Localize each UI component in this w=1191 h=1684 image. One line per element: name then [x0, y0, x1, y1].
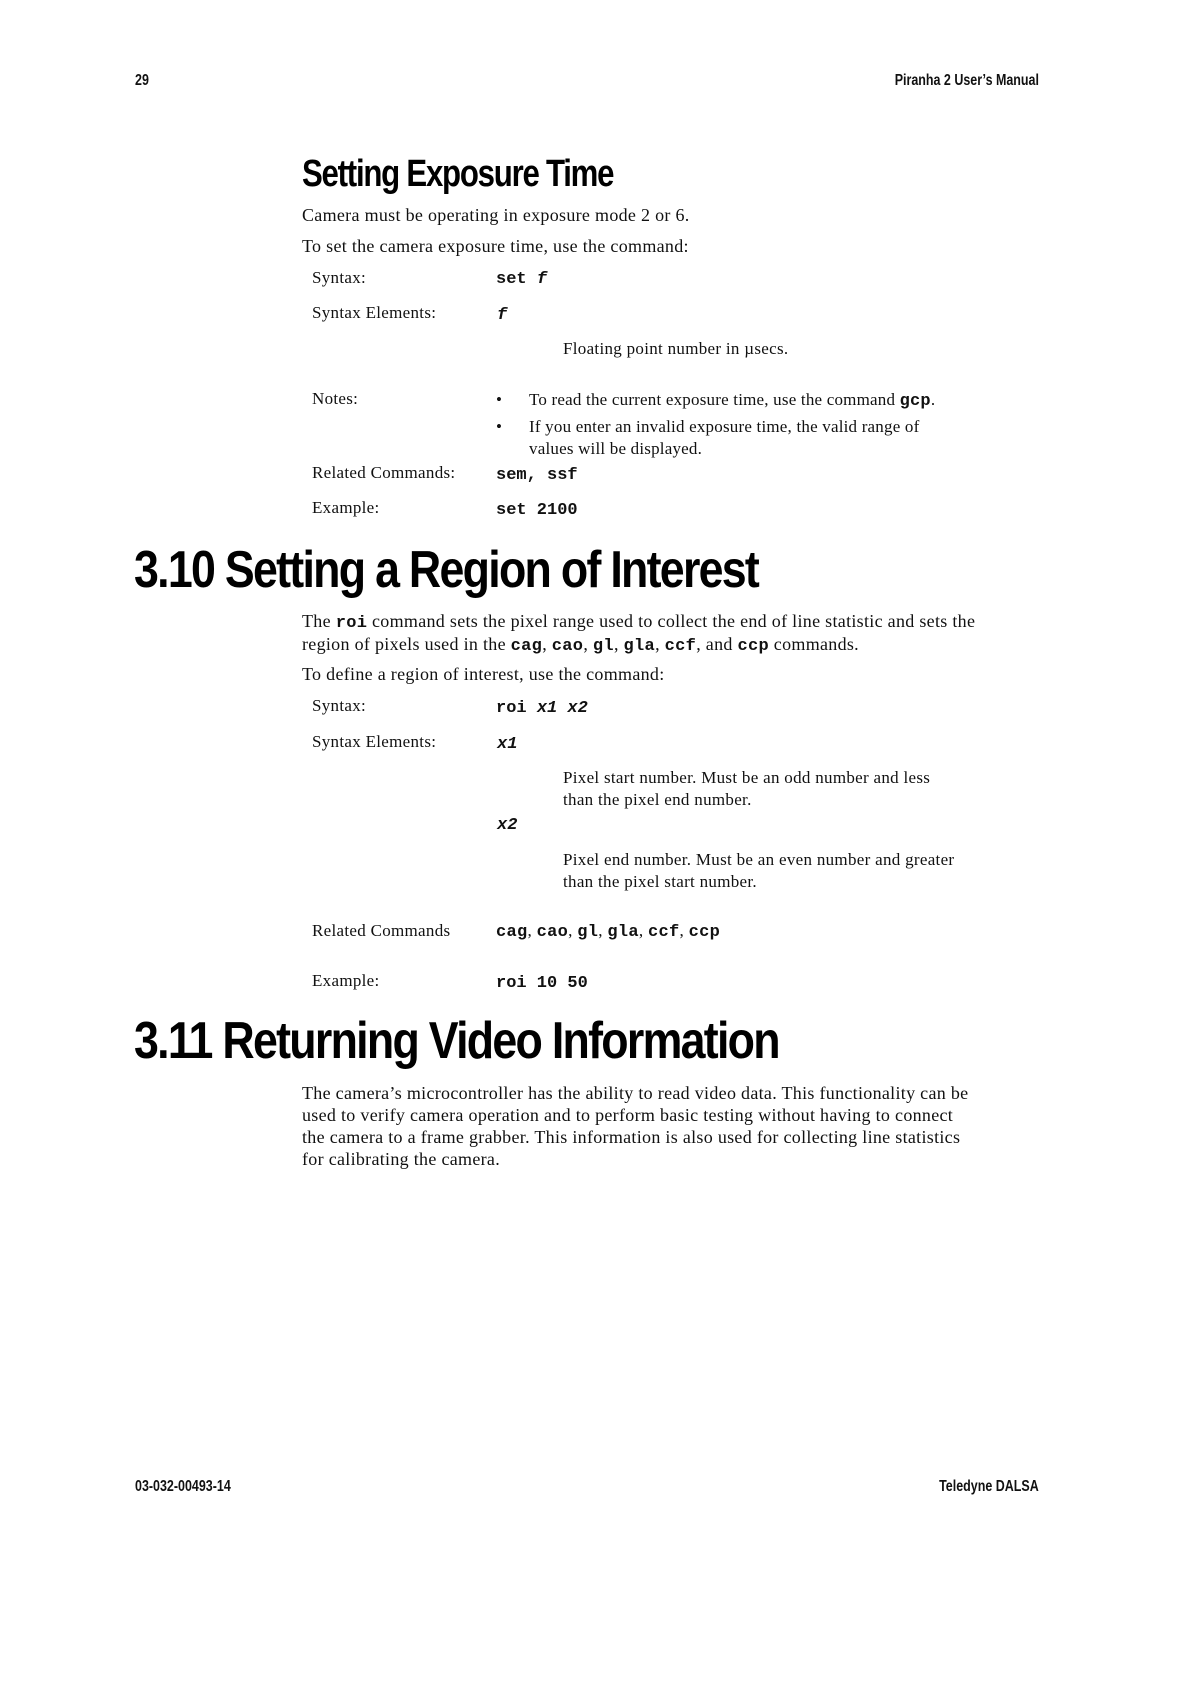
exposure-para-2: To set the camera exposure time, use the command:: [302, 236, 689, 256]
sep: ,: [568, 921, 578, 940]
note-end: .: [930, 390, 936, 409]
note-command: gcp: [899, 392, 931, 411]
syntax-argument: f: [536, 270, 548, 289]
exposure-notes-label: Notes:: [312, 389, 359, 408]
exposure-note-1: [496, 389, 976, 413]
exposure-syntax-value: [496, 270, 547, 289]
manual-title: Piranha 2 User’s Manual: [894, 72, 1039, 89]
exposure-example-value: set 2100: [496, 501, 578, 520]
note-text: To read the current exposure time, use the command: [529, 390, 900, 409]
exposure-related-value: sem, ssf: [496, 466, 578, 485]
roi-x1-name: x1: [497, 735, 518, 754]
bullet-icon: •: [496, 390, 503, 409]
roi-example-label: Example:: [312, 971, 380, 990]
sep: ,: [542, 634, 552, 654]
sep: , and: [696, 634, 738, 654]
sep: ,: [655, 634, 665, 654]
note-2-line-1: If you enter an invalid exposure time, the valid range of: [529, 417, 920, 436]
desc-line: than the pixel start number.: [563, 872, 757, 891]
exposure-elements-label: Syntax Elements:: [312, 303, 437, 322]
syntax-command: roi: [496, 699, 527, 718]
exposure-related-label: Related Commands:: [312, 463, 456, 482]
exposure-element-desc: Floating point number in µsecs.: [563, 339, 789, 358]
doc-number: 03-032-00493-14: [135, 1478, 231, 1495]
paragraph-line: used to verify camera operation and to perform basic testing without having to connect: [302, 1105, 954, 1125]
cmd-ccf: ccf: [664, 637, 697, 656]
text: command sets the pixel range used to collect the end of line statistic and sets the: [367, 611, 976, 631]
exposure-para-1: Camera must be operating in exposure mode 2 or 6.: [302, 205, 690, 225]
exposure-example-label: Example:: [312, 498, 380, 517]
desc-line: Pixel start number. Must be an odd number and less: [563, 768, 931, 787]
desc-line: Pixel end number. Must be an even number and greater: [563, 850, 955, 869]
sep: ,: [598, 921, 608, 940]
note-2-line-2: values will be displayed.: [529, 439, 703, 458]
roi-para-2: To define a region of interest, use the command:: [302, 664, 665, 684]
text: region of pixels used in the: [302, 634, 511, 654]
roi-x1-desc: [563, 766, 930, 812]
cmd-gla: gla: [607, 923, 639, 942]
roi-x2-desc: [563, 848, 954, 894]
roi-example-value: roi 10 50: [496, 974, 588, 993]
roi-related-value: [496, 921, 720, 942]
video-heading: 3.11 Returning Video Information: [134, 1012, 779, 1070]
sep: ,: [679, 921, 689, 940]
cmd-ccf: ccf: [648, 923, 680, 942]
exposure-note-2: [496, 416, 976, 460]
sep: ,: [638, 921, 648, 940]
text: commands.: [769, 634, 859, 654]
sep: ,: [583, 634, 593, 654]
bullet-icon: •: [496, 417, 503, 436]
paragraph-line: the camera to a frame grabber. This information is also used for collecting line statistics: [302, 1127, 961, 1147]
roi-syntax-label: Syntax:: [312, 696, 367, 715]
cmd-ccp: ccp: [737, 637, 769, 656]
cmd-gla: gla: [623, 637, 656, 656]
sep: ,: [527, 921, 537, 940]
company-name: Teledyne DALSA: [939, 1478, 1039, 1495]
paragraph-line: for calibrating the camera.: [302, 1149, 500, 1169]
text: The: [302, 611, 336, 631]
sep: ,: [613, 634, 624, 654]
cmd-cag: cag: [496, 923, 528, 942]
cmd-gl: gl: [592, 637, 614, 656]
paragraph-line: The camera’s microcontroller has the ability to read video data. This functionality can be: [302, 1083, 969, 1103]
roi-x2-name: x2: [497, 816, 518, 835]
roi-related-label: Related Commands: [312, 921, 451, 940]
video-paragraph: [302, 1082, 968, 1170]
exposure-syntax-label: Syntax:: [312, 268, 367, 287]
cmd-cag: cag: [510, 637, 543, 656]
cmd-ccp: ccp: [688, 923, 721, 942]
cmd-cao: cao: [551, 637, 584, 656]
roi-para-1-line-2: [302, 632, 859, 659]
roi-heading: 3.10 Setting a Region of Interest: [134, 541, 759, 599]
desc-line: than the pixel end number.: [563, 790, 752, 809]
exposure-heading: Setting Exposure Time: [302, 153, 614, 195]
page-number: 29: [135, 72, 149, 89]
roi-elements-label: Syntax Elements:: [312, 732, 437, 751]
exposure-element-name: f: [497, 306, 508, 325]
syntax-arguments: x1 x2: [536, 699, 588, 718]
cmd-gl: gl: [577, 923, 599, 942]
cmd-cao: cao: [536, 923, 569, 942]
syntax-command: set: [496, 270, 527, 289]
roi-command: roi: [335, 614, 368, 633]
roi-syntax-value: [496, 699, 588, 718]
